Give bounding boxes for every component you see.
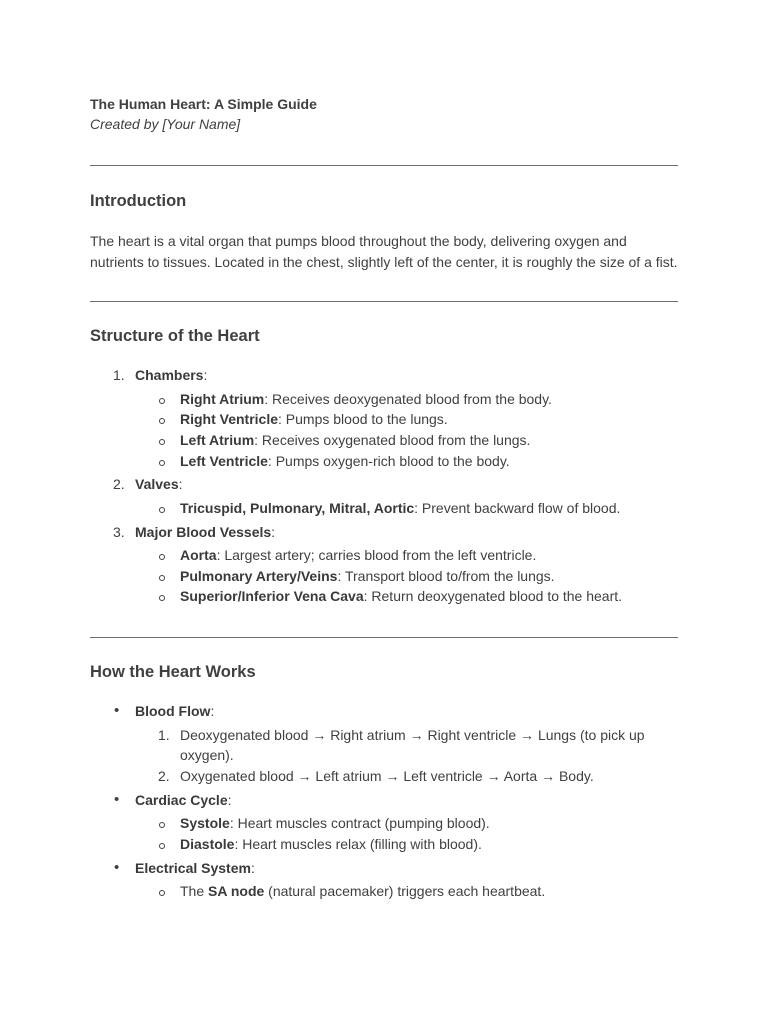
sub-term: Aorta [180,547,217,564]
circle-bullet-icon [159,398,165,404]
circle-bullet-icon [159,595,165,601]
sub-term: Systole [180,815,230,832]
section-heading-introduction: Introduction [90,192,187,210]
document-content [90,94,678,905]
sub-desc: : Receives deoxygenated blood from the body. [264,390,552,407]
item-term: Chambers [135,367,204,383]
sub-desc: : Receives oxygenated blood from the lungs. [254,431,531,448]
item-separator: : [250,859,255,876]
sub-list-item [135,881,678,902]
list-number: 1. [158,726,170,743]
sub-desc: : Heart muscles contract (pumping blood). [229,815,490,832]
circle-bullet-icon [159,843,165,849]
item-separator: : [203,367,208,383]
step-text: Oxygenated blood → Left atrium → Left ventricle → Aorta → Body. [180,768,594,785]
item-term: Valves [135,476,179,493]
item-separator: : [210,703,215,720]
sub-term: Tricuspid, Pulmonary, Mitral, Aortic [180,499,415,516]
list-item [90,701,678,787]
sub-list [135,545,678,607]
sub-term: Right Atrium [180,390,265,407]
sub-list-item [135,566,678,587]
sub-desc: : Largest artery; carries blood from the left ventricle. [216,547,537,564]
sub-list [135,725,678,787]
sub-list-item [135,498,678,519]
sub-list-item [135,451,678,472]
sub-list-item [135,834,678,855]
item-term: Major Blood Vessels [135,523,272,540]
circle-bullet-icon [159,439,165,445]
sub-term: Left Ventricle [180,452,268,469]
sub-term: Diastole [180,835,235,852]
list-number: 3. [113,523,125,540]
sub-list [135,813,678,854]
list-item [90,790,678,855]
list-number: 2. [158,768,170,785]
sub-desc: : Return deoxygenated blood to the heart. [363,588,623,605]
document-subtitle: Created by [Your Name] [90,116,241,132]
sub-list [135,881,678,902]
sub-list-item [135,545,678,566]
list-item [90,365,678,471]
sub-desc: : Pumps oxygen-rich blood to the body. [267,452,510,469]
circle-bullet-icon [159,418,165,424]
circle-bullet-icon [159,575,165,581]
item-separator: : [227,791,232,808]
sub-desc: : Transport blood to/from the lungs. [337,567,555,584]
list-number: 1. [113,367,125,383]
structure-list [90,365,678,607]
document-title: The Human Heart: A Simple Guide [90,96,317,112]
item-separator: : [271,523,276,540]
section-heading-how-it-works: How the Heart Works [90,663,256,682]
sub-term: Superior/Inferior Vena Cava [180,588,364,605]
sub-list [135,498,678,519]
circle-bullet-icon [159,554,165,560]
works-list [90,701,678,902]
sub-desc: : Prevent backward flow of blood. [414,499,621,516]
bullet-icon: • [114,702,120,720]
circle-bullet-icon [159,890,165,896]
list-item [90,522,678,608]
sub-list-item [135,389,678,410]
sub-desc: : Heart muscles relax (filling with blood). [234,835,482,852]
sub-desc: (natural pacemaker) triggers each heartbeat. [264,883,546,900]
sub-list-item [135,430,678,451]
list-item [90,858,678,902]
intro-paragraph: The heart is a vital organ that pumps blood throughout the body, delivering oxygen and nutrients to tissues. Located in the chest, slightly left of the center, it is roughly the size of a fist. [90,233,678,270]
item-separator: : [178,476,183,493]
circle-bullet-icon [159,460,165,466]
sub-term: Pulmonary Artery/Veins [180,567,338,584]
sub-list-item [135,813,678,834]
item-term: Cardiac Cycle [135,791,228,808]
bullet-icon: • [114,790,120,808]
sub-term: Left Atrium [180,431,255,448]
sub-term: SA node [208,883,265,900]
sub-desc: : Pumps blood to the lungs. [278,411,448,428]
item-term: Blood Flow [135,703,211,720]
list-item [90,474,678,518]
sub-list [135,389,678,472]
sub-term: Right Ventricle [180,411,279,428]
circle-bullet-icon [159,822,165,828]
section-heading-structure: Structure of the Heart [90,327,260,345]
sub-desc-pre: The [180,883,209,900]
sub-list-item [135,586,678,607]
circle-bullet-icon [159,507,165,513]
sub-list-item [135,766,678,787]
step-text: Deoxygenated blood → Right atrium → Right ventricle → Lungs (to pick up oxygen). [180,726,645,764]
sub-list-item [135,725,678,766]
bullet-icon: • [114,858,120,876]
list-number: 2. [113,476,125,493]
sub-list-item [135,409,678,430]
item-term: Electrical System [135,859,251,876]
